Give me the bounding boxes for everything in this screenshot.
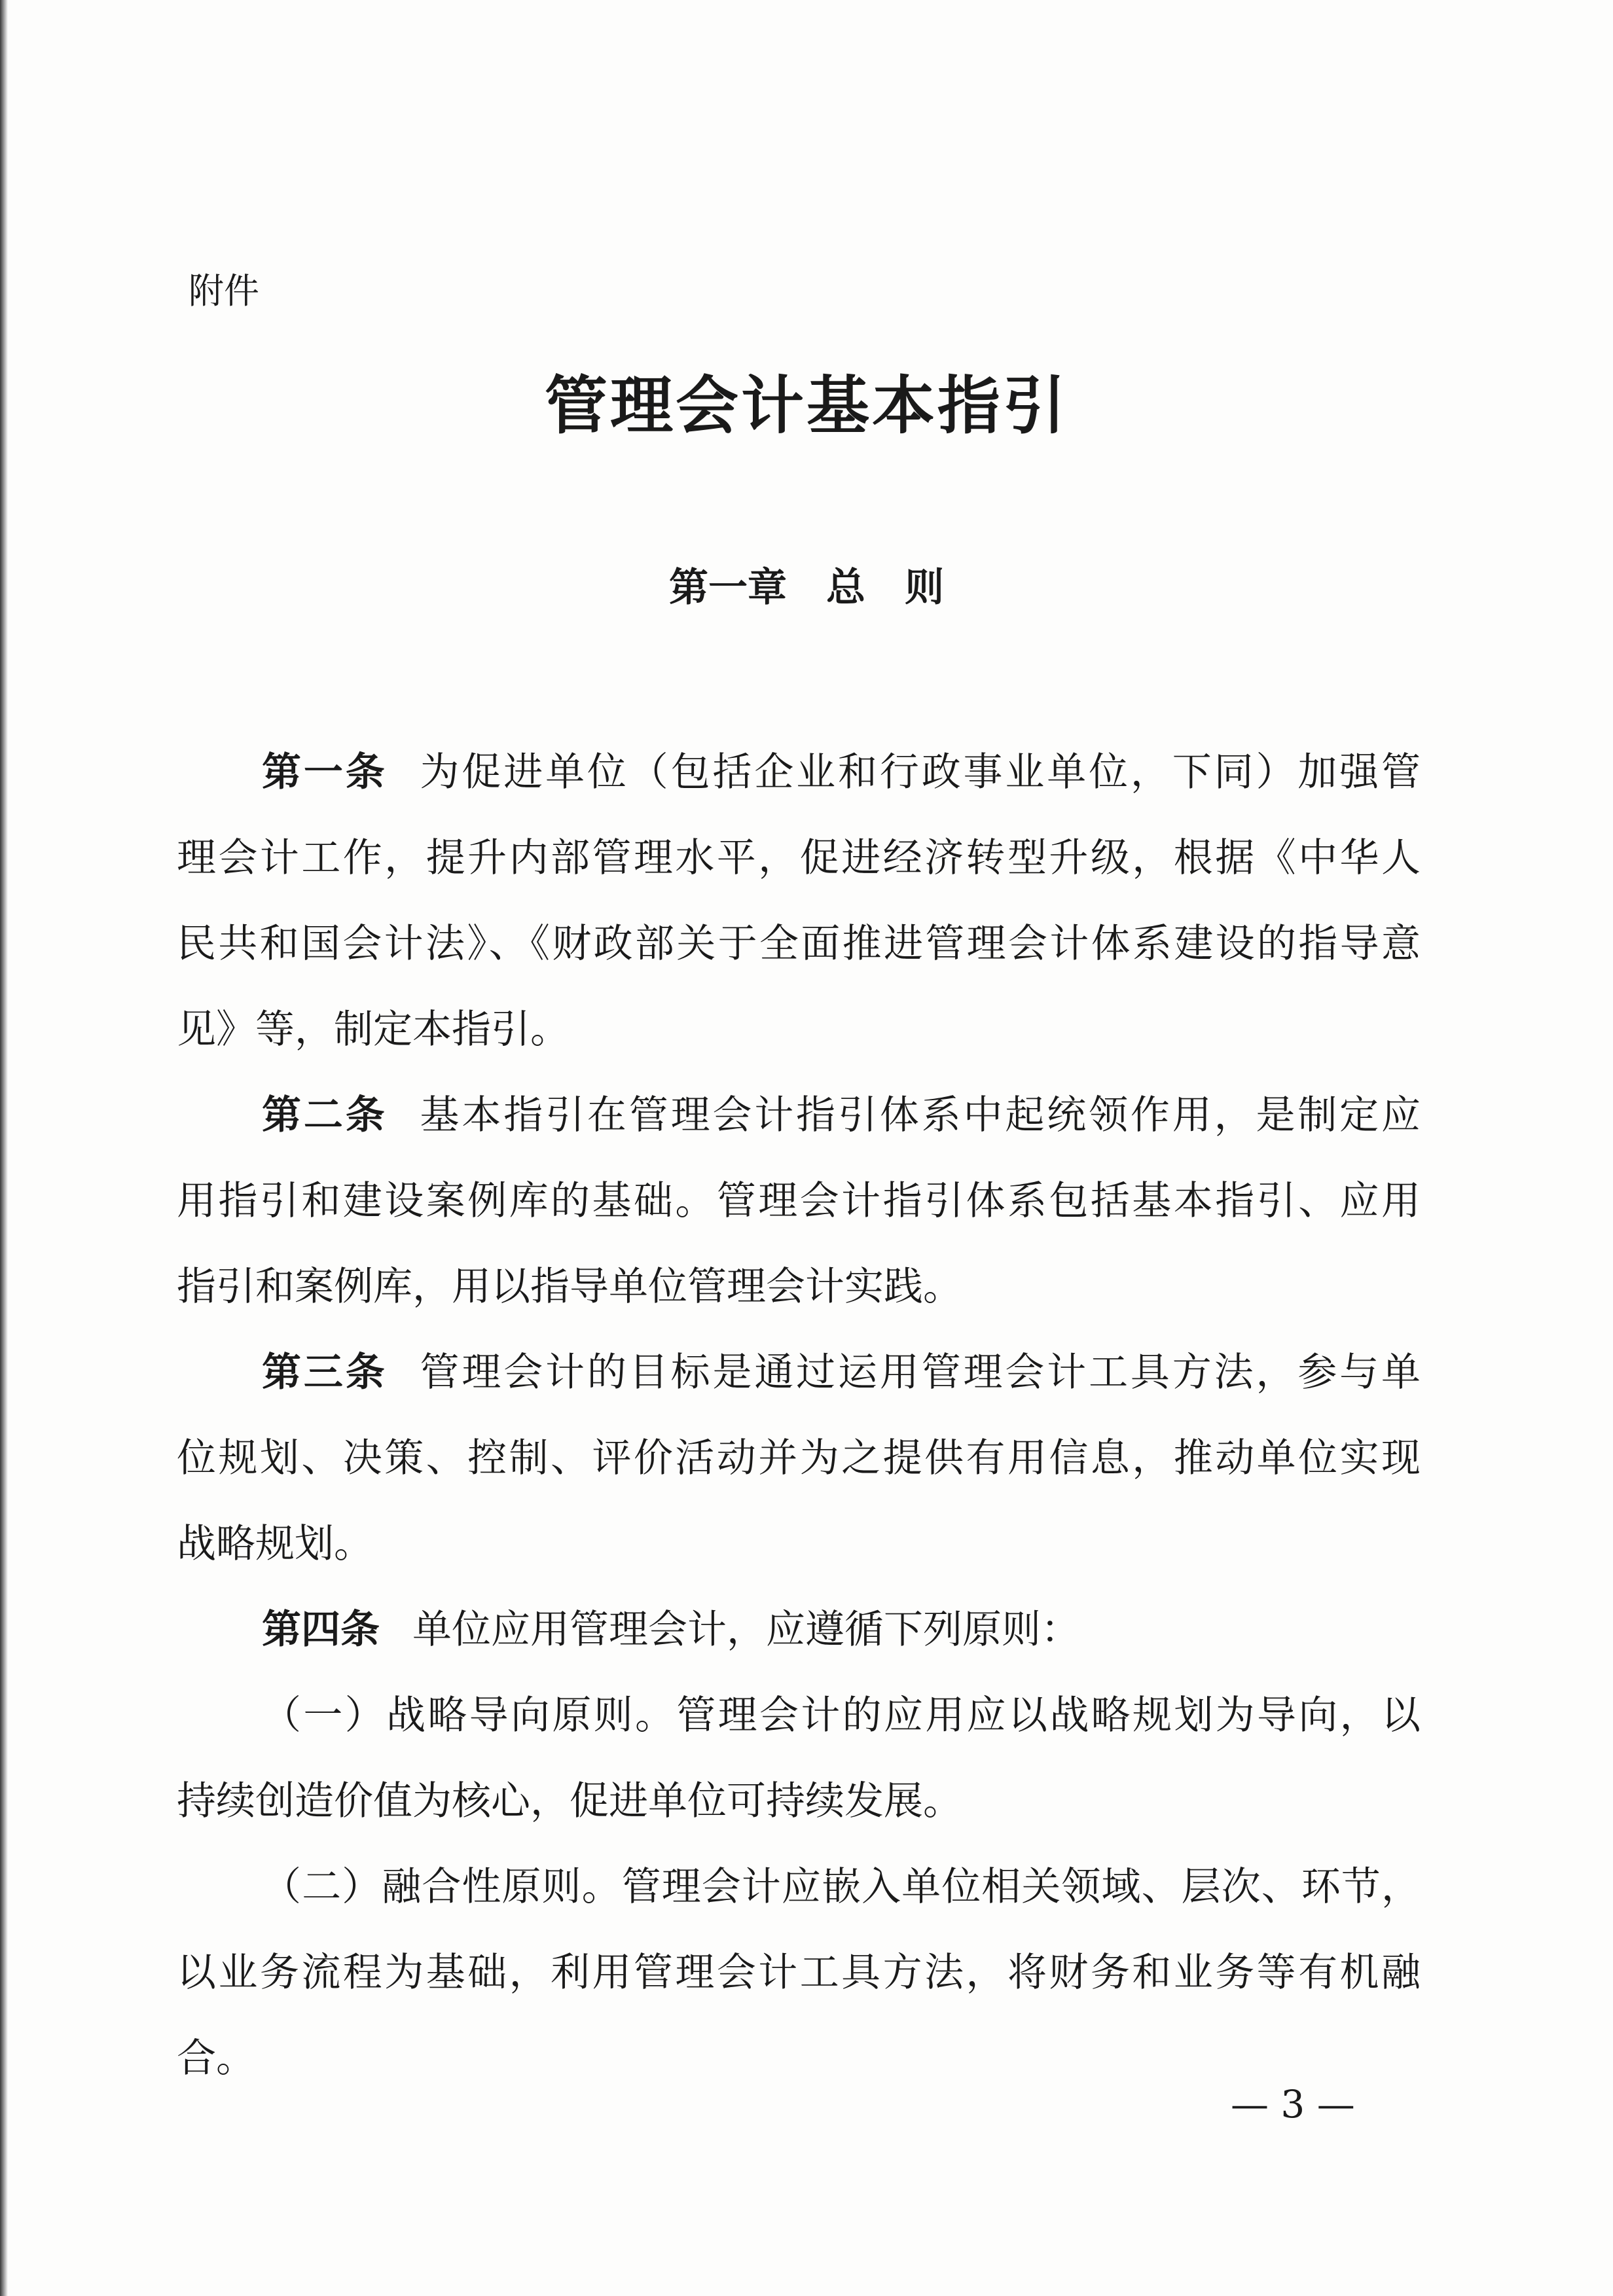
paragraph-line: 位规划、决策、控制、评价活动并为之提供有用信息，推动单位实现	[177, 1435, 1421, 1481]
paragraph-line: 持续创造价值为核心，促进单位可持续发展。	[177, 1778, 962, 1824]
paragraph-line: 理会计工作，提升内部管理水平，促进经济转型升级，根据《中华人	[177, 835, 1421, 881]
article-2	[177, 1073, 1421, 1330]
chapter-name-part2: 则	[905, 565, 944, 611]
article-4	[177, 1587, 1421, 1673]
document-title: 管理会计基本指引	[545, 369, 1068, 442]
paragraph-line: 第四条 单位应用管理会计，应遵循下列原则：	[262, 1607, 1080, 1653]
paragraph-line: 第二条 基本指引在管理会计指引体系中起统领作用，是制定应	[262, 1092, 1421, 1138]
chapter-heading	[0, 562, 1613, 614]
paragraph-line: 指引和案例库，用以指导单位管理会计实践。	[177, 1264, 962, 1310]
principle-1	[177, 1673, 1421, 1844]
article-3	[177, 1330, 1421, 1587]
article-1	[177, 730, 1421, 1073]
chapter-number: 第一章	[669, 565, 787, 611]
attachment-label: 附件	[189, 270, 259, 312]
paragraph-line: 用指引和建设案例库的基础。管理会计指引体系包括基本指引、应用	[177, 1178, 1421, 1224]
page-number: — 3 —	[1231, 2082, 1355, 2126]
paragraph-line: 民共和国会计法》、《财政部关于全面推进管理会计体系建设的指导意	[177, 921, 1421, 967]
paragraph-line: 以业务流程为基础，利用管理会计工具方法，将财务和业务等有机融	[177, 1950, 1421, 1996]
chapter-name-part1: 总	[826, 565, 865, 611]
paragraph-line: 合。	[177, 2036, 255, 2081]
principle-2	[177, 1844, 1421, 2102]
paragraph-line: 战略规划。	[177, 1521, 373, 1567]
paragraph-line: 第三条 管理会计的目标是通过运用管理会计工具方法，参与单	[262, 1350, 1421, 1395]
paragraph-line: 见》等，制定本指引。	[177, 1007, 570, 1052]
paragraph-line: （二）融合性原则。管理会计应嵌入单位相关领域、层次、环节，	[262, 1864, 1421, 1910]
scan-edge-shadow	[0, 0, 8, 2296]
article-label: 第三条	[262, 1350, 388, 1395]
article-label: 第一条	[262, 749, 388, 795]
article-label: 第四条	[262, 1607, 380, 1653]
paragraph-line: （一）战略导向原则。管理会计的应用应以战略规划为导向，以	[262, 1693, 1421, 1738]
article-label: 第二条	[262, 1092, 388, 1138]
paragraph-line: 第一条 为促进单位（包括企业和行政事业单位，下同）加强管	[262, 749, 1421, 795]
